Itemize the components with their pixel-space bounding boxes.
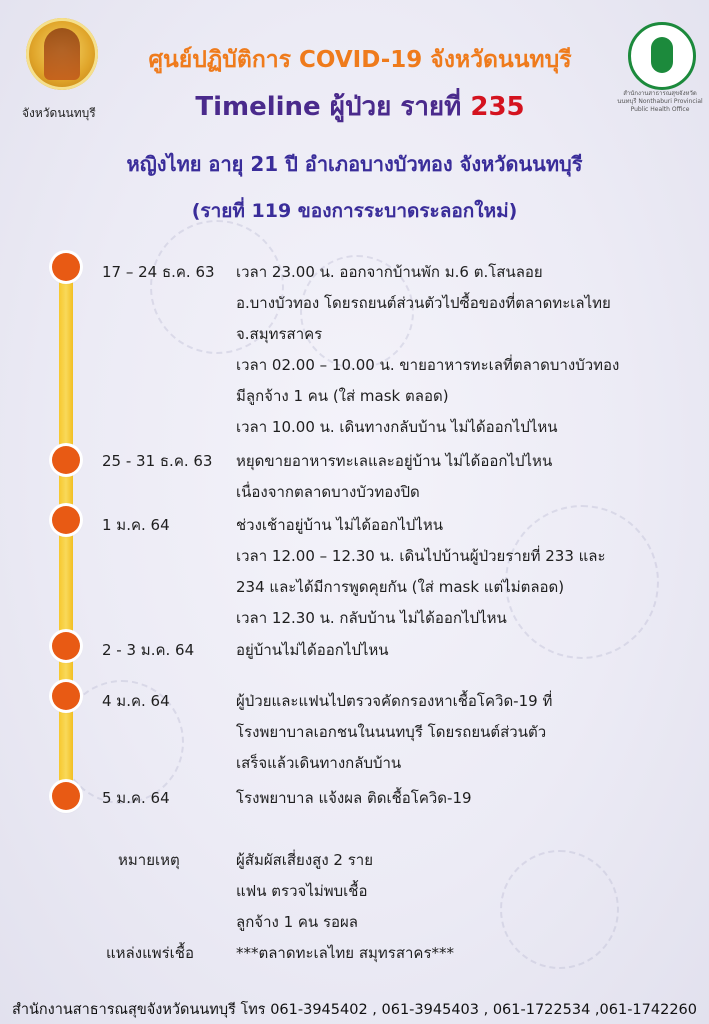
timeline-date: 4 ม.ค. 64: [102, 692, 170, 710]
timeline-detail: เวลา 12.00 – 12.30 น. เดินไปบ้านผู้ป่วยรายที่ 233 และ: [236, 547, 606, 565]
timeline-detail: จ.สมุทรสาคร: [236, 325, 323, 343]
footer-contact: สำนักงานสาธารณสุขจังหวัดนนทบุรี โทร 061-3945402 , 061-3945403 , 061-1722534 ,061-1742260: [11, 1002, 698, 1018]
case-number: 235: [470, 92, 525, 122]
timeline-dot: [52, 632, 80, 660]
virus-decoration: [500, 850, 619, 969]
province-caption: จังหวัดนนทบุรี: [22, 106, 96, 120]
wave-info: (รายที่ 119 ของการระบาดระลอกใหม่): [191, 200, 518, 222]
timeline-date: 17 – 24 ธ.ค. 63: [102, 263, 215, 281]
timeline-dot: [52, 253, 80, 281]
patient-info: หญิงไทย อายุ 21 ปี อำเภอบางบัวทอง จังหวัดนนทบุรี: [126, 152, 583, 176]
timeline-detail: อ.บางบัวทอง โดยรถยนต์ส่วนตัวไปซื้อของที่ตลาดทะเลไทย: [236, 294, 611, 312]
timeline-detail: เนื่องจากตลาดบางบัวทองปิด: [236, 483, 420, 501]
source-label: แหล่งแพร่เชื้อ: [106, 944, 195, 962]
timeline-label: Timeline ผู้ป่วย รายที่: [195, 92, 462, 122]
notes-label: หมายเหตุ: [118, 851, 180, 869]
timeline-detail: 234 และได้มีการพูดคุยกัน (ใส่ mask แต่ไม่ตลอด): [236, 578, 565, 596]
timeline-detail: เวลา 23.00 น. ออกจากบ้านพัก ม.6 ต.โสนลอย: [236, 263, 543, 281]
timeline-detail: เวลา 02.00 – 10.00 น. ขายอาหารทะเลที่ตลาดบางบัวทอง: [236, 356, 620, 374]
timeline-heading: [160, 86, 560, 127]
timeline-dot: [52, 682, 80, 710]
timeline-date: 5 ม.ค. 64: [102, 789, 170, 807]
timeline-date: 1 ม.ค. 64: [102, 516, 170, 534]
timeline-dot: [52, 446, 80, 474]
timeline-detail: เสร็จแล้วเดินทางกลับบ้าน: [236, 754, 402, 772]
timeline-detail: ช่วงเช้าอยู่บ้าน ไม่ได้ออกไปไหน: [236, 516, 443, 534]
moph-caption: สำนักงานสาธารณสุขจังหวัดนนทบุรี Nonthaburi Provincial Public Health Office: [617, 90, 703, 113]
timeline-dot: [52, 506, 80, 534]
timeline-detail: โรงพยาบาล แจ้งผล ติดเชื้อโควิด-19: [236, 789, 472, 807]
timeline-detail: ผู้ป่วยและแฟนไปตรวจคัดกรองหาเชื้อโควิด-19 ที่: [236, 692, 553, 710]
province-seal-logo: [26, 18, 98, 90]
timeline-dot: [52, 782, 80, 810]
timeline-detail: เวลา 10.00 น. เดินทางกลับบ้าน ไม่ได้ออกไปไหน: [236, 418, 558, 436]
timeline-detail: โรงพยาบาลเอกชนในนนทบุรี โดยรถยนต์ส่วนตัว: [236, 723, 547, 741]
timeline-date: 2 - 3 ม.ค. 64: [102, 641, 195, 659]
note-line: ลูกจ้าง 1 คน รอผล: [236, 913, 358, 931]
note-line: แฟน ตรวจไม่พบเชื้อ: [236, 882, 368, 900]
timeline-detail: เวลา 12.30 น. กลับบ้าน ไม่ได้ออกไปไหน: [236, 609, 507, 627]
timeline-detail: หยุดขายอาหารทะเลและอยู่บ้าน ไม่ได้ออกไปไหน: [236, 452, 553, 470]
source-value: ***ตลาดทะเลไทย สมุทรสาคร***: [236, 944, 455, 962]
timeline-detail: อยู่บ้านไม่ได้ออกไปไหน: [236, 641, 389, 659]
page-title: ศูนย์ปฏิบัติการ COVID-19 จังหวัดนนทบุรี: [148, 47, 572, 73]
note-line: ผู้สัมผัสเสี่ยงสูง 2 ราย: [236, 851, 373, 869]
timeline-date: 25 - 31 ธ.ค. 63: [102, 452, 213, 470]
timeline-detail: มีลูกจ้าง 1 คน (ใส่ mask ตลอด): [236, 387, 449, 405]
moph-logo: [628, 22, 696, 90]
